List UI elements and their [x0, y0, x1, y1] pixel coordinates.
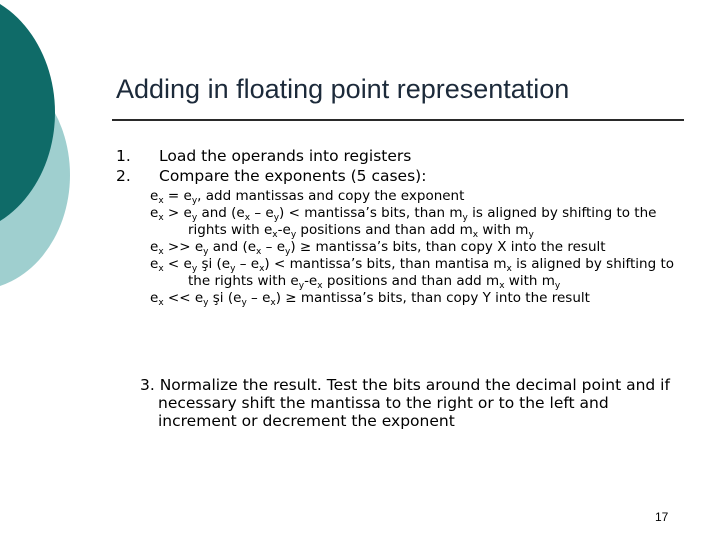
step-2 — [116, 166, 676, 186]
step-3-text: 3. Normalize the result. Test the bits around the decimal point and if necessary shift the mantissa to the right or to the left and increment or decrement the exponent — [140, 376, 670, 430]
step-1-number: 1. — [116, 147, 131, 165]
case-item: $e_x < e_y$ şi $(e_y - e_x)$ < mantissa’s bits, than mantisa $m_x$ is aligned by shifting to the rights with $e_y-e_x$ positions and than add $m_x$ with $m_y$ — [150, 256, 675, 291]
step-2-number: 2. — [116, 167, 131, 185]
case-item: $e_x >> e_y$ and $(e_x - e_y)$ ≥ mantissa’s bits, than copy X into the result — [150, 239, 606, 257]
step-1-text: Load the operands into registers — [159, 147, 412, 165]
step-2-text: Compare the exponents (5 cases): — [159, 167, 427, 185]
step-1 — [116, 146, 676, 166]
page-number: 17 — [655, 510, 669, 524]
slide-title: Adding in floating point representation — [116, 74, 570, 104]
case-item: $e_x = e_y$, add mantissas and copy the exponent — [150, 188, 465, 206]
numbered-steps — [116, 146, 676, 186]
decorative-circles — [0, 0, 110, 300]
case-item: $e_x << e_y$ şi $(e_y - e_x)$ ≥ mantissa’s bits, than copy Y into the result — [150, 290, 590, 308]
title-divider — [112, 119, 684, 121]
exponent-cases-list — [150, 188, 690, 307]
case-item: $e_x > e_y$ and $(e_x - e_y)$ < mantissa’s bits, than $m_y$ is aligned by shifting to the rights with $e_x-e_y$ positions and than add $m_x$ with $m_y$ — [150, 205, 657, 240]
